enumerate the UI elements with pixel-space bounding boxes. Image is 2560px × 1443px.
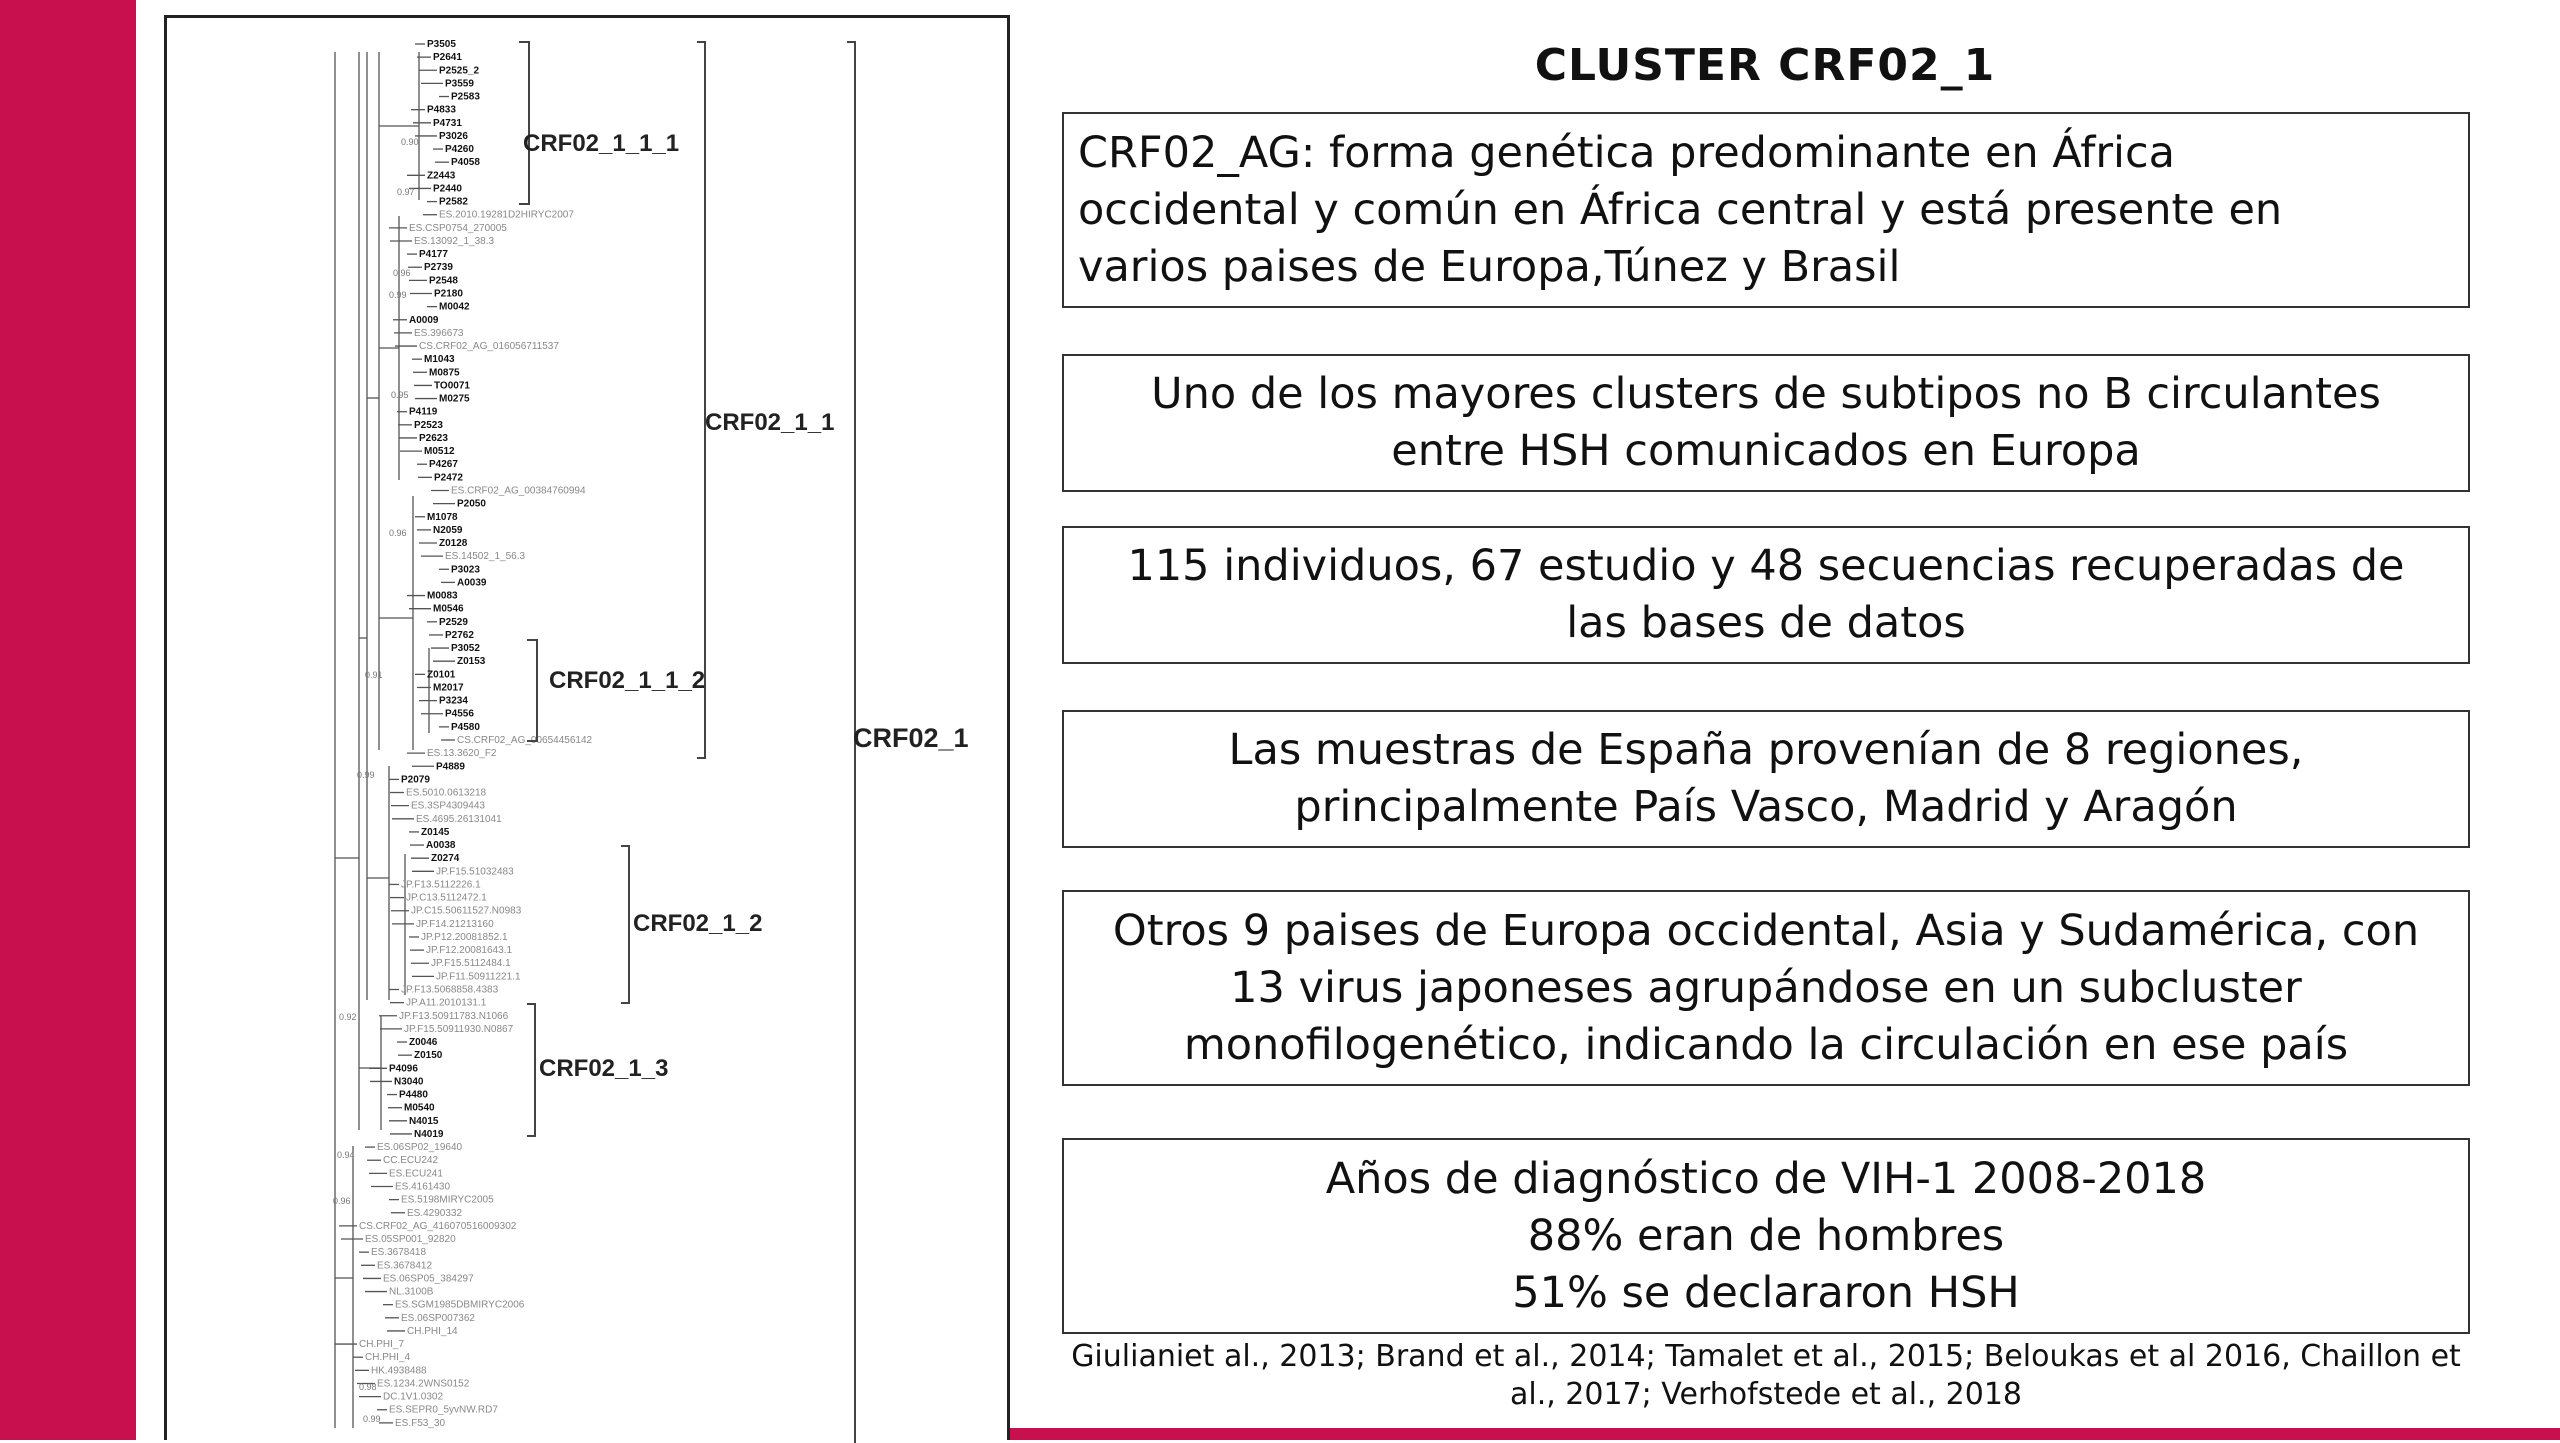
tree-leaf-label: Z0046	[409, 1037, 438, 1049]
tree-leaf-label: ES.ECU241	[389, 1168, 443, 1180]
clade-label-crf02-1-1: CRF02_1_1	[705, 409, 835, 436]
tree-leaf-label: P3559	[445, 78, 474, 90]
support-value: 0.96	[389, 528, 407, 538]
tree-leaf-label: A0009	[409, 314, 439, 326]
bottom-accent-bar	[1010, 1428, 2560, 1440]
tree-leaf-label: M1043	[424, 354, 455, 366]
support-value: 0.99	[357, 770, 375, 780]
tree-leaf-label: JP.P12.20081852.1	[421, 931, 508, 943]
tree-leaf-label: P4058	[451, 157, 480, 169]
tree-leaf-label: P2440	[433, 183, 462, 195]
box-line: Uno de los mayores clusters de subtipos no B circulantes	[1151, 369, 2381, 419]
tree-leaf-label: M2017	[433, 682, 464, 694]
tree-leaf-label: ES.CSP0754_270005	[409, 222, 507, 234]
tree-leaf-label: ES.5198MIRYC2005	[401, 1194, 494, 1206]
tree-leaf-label: JP.F15.51032483	[436, 866, 514, 878]
tree-leaf-label: P4480	[399, 1089, 428, 1101]
tree-leaf-label: P3052	[451, 643, 480, 655]
tree-leaf-label: ES.4290332	[407, 1207, 463, 1219]
tree-leaf-label: M0540	[404, 1102, 435, 1114]
citation-line: al., 2017; Verhofstede et al., 2018	[1509, 1377, 2023, 1412]
tree-leaf-label: ES.13092_1_38.3	[414, 235, 495, 247]
tree-leaf-label: P2523	[414, 419, 443, 431]
tree-leaf-label: P4833	[427, 104, 456, 116]
tree-leaf-label: JP.C15.50611527.N0983	[411, 905, 522, 917]
tree-leaf-label: P2525_2	[439, 65, 480, 77]
tree-leaf-label: P4177	[419, 249, 448, 261]
tree-leaf-label: ES.14502_1_56.3	[445, 551, 526, 563]
tree-leaf-label: P3505	[427, 39, 456, 50]
box-line: 88% eran de hombres	[1527, 1210, 2005, 1261]
tree-leaf-label: P3026	[439, 130, 468, 142]
box-line: Años de diagnóstico de VIH-1 2008-2018	[1325, 1153, 2207, 1204]
box-line: entre HSH comunicados en Europa	[1391, 426, 2141, 476]
box-line: principalmente País Vasco, Madrid y Aragón	[1294, 782, 2238, 832]
tree-leaf-label: P3023	[451, 564, 480, 576]
tree-leaf-label: JP.C13.5112472.1	[406, 892, 487, 904]
tree-leaf-label: ES.3SP4309443	[411, 800, 485, 812]
tree-leaf-label: JP.F15.50911930.N0867	[404, 1023, 514, 1035]
tree-leaf-label: N3040	[394, 1076, 424, 1088]
tree-leaf-label: ES.SEPR0_5yvNW.RD7	[389, 1404, 498, 1416]
tree-leaf-label: P4267	[429, 459, 458, 471]
tree-leaf-label: Z2443	[427, 170, 456, 182]
tree-leaf-label: P2472	[434, 472, 463, 484]
tree-leaf-label: HK.4938488	[371, 1365, 427, 1377]
clade-label-crf02-1-3: CRF02_1_3	[539, 1055, 669, 1082]
tree-leaf-label: ES.05SP001_92820	[365, 1234, 456, 1246]
tree-leaf-label: Z0101	[427, 669, 456, 681]
tree-leaf-label: ES.06SP007362	[401, 1312, 475, 1324]
clade-label-crf02-1: CRF02_1	[853, 723, 969, 753]
support-value: 0.99	[363, 1414, 381, 1424]
support-value: 0.91	[365, 670, 383, 680]
tree-leaf-label: JP.F12.20081643.1	[426, 945, 513, 957]
phylogenetic-tree	[167, 18, 1013, 1443]
tree-leaf-label: ES.1234.2WNS0152	[377, 1378, 470, 1390]
support-value: 0.98	[359, 1382, 377, 1392]
info-box-paises	[1062, 890, 2470, 1086]
tree-leaf-label: Z0274	[431, 853, 460, 865]
support-value: 0.99	[389, 290, 407, 300]
box-line: CRF02_AG: forma genética predominante en África	[1078, 127, 2175, 178]
tree-leaf-label: CH.PHI_14	[407, 1325, 458, 1337]
info-box-crf02-ag	[1062, 112, 2470, 308]
clade-label-crf02-1-1-1: CRF02_1_1_1	[523, 130, 680, 157]
tree-leaf-label: ES.13.3620_F2	[427, 748, 497, 760]
tree-leaf-label: NL.3100B	[389, 1286, 434, 1298]
tree-leaf-label: P4556	[445, 708, 474, 720]
box-line: Otros 9 paises de Europa occidental, Asia y Sudamérica, con	[1112, 905, 2420, 956]
tree-leaf-label: P4731	[433, 117, 462, 129]
box-line: varios paises de Europa,Túnez y Brasil	[1078, 241, 1901, 292]
tree-leaf-label: P4260	[445, 144, 474, 156]
tree-leaf-label: P2529	[439, 616, 468, 628]
tree-leaf-label: CS.CRF02_AG_416070516009302	[359, 1220, 517, 1232]
tree-leaf-label: M1078	[427, 511, 458, 523]
tree-leaf-label: Z0145	[421, 826, 450, 838]
tree-leaf-label: P2623	[419, 432, 448, 444]
tree-leaf-label: ES.06SP02_19640	[377, 1142, 463, 1154]
tree-leaf-label: P2762	[445, 629, 474, 641]
citation	[1062, 1338, 2470, 1414]
tree-leaf-label: ES.3678418	[371, 1247, 427, 1259]
tree-leaf-label: M0042	[439, 301, 470, 313]
tree-leaf-label: ES.4161430	[395, 1181, 451, 1193]
tree-leaf-label: CS.CRF02_AG_00654456142	[457, 735, 593, 746]
tree-leaf-label: Z0128	[439, 538, 468, 550]
tree-leaf-label: ES.SGM1985DBMIRYC2006	[395, 1299, 525, 1311]
tree-leaf-label: JP.F13.5112226.1	[401, 879, 481, 891]
tree-leaf-label: P4889	[436, 761, 465, 773]
info-box-clusters	[1062, 354, 2470, 492]
tree-leaf-label: JP.F11.50911221.1	[436, 971, 521, 983]
tree-leaf-label: N4019	[414, 1128, 444, 1140]
support-value: 0.96	[393, 268, 411, 278]
tree-leaf-label: A0038	[426, 840, 456, 852]
tree-leaf-label: ES.F53_30	[395, 1417, 446, 1429]
box-line: 115 individuos, 67 estudio y 48 secuencias recuperadas de	[1127, 541, 2405, 591]
tree-leaf-label: N4015	[409, 1115, 439, 1127]
tree-leaf-label: CH.PHI_4	[365, 1352, 411, 1364]
tree-leaf-label: P3234	[439, 695, 468, 707]
tree-leaf-label: M0875	[429, 367, 460, 379]
tree-leaf-label: P4580	[451, 721, 480, 733]
tree-leaf-label: P2050	[457, 498, 486, 510]
tree-leaf-label: ES.396673	[414, 327, 464, 339]
clade-label-crf02-1-2: CRF02_1_2	[633, 910, 763, 937]
tree-leaf-label: P2739	[424, 262, 453, 274]
tree-leaf-label: P2583	[451, 91, 480, 103]
tree-leaf-label: P2079	[401, 774, 430, 786]
tree-leaf-label: P2582	[439, 196, 468, 208]
citation-line: Giulianiet al., 2013; Brand et al., 2014; Tamalet et al., 2015; Beloukas et al 2016, Chaillon et	[1071, 1339, 2461, 1374]
tree-leaf-label: M0546	[433, 603, 464, 615]
info-box-espana	[1062, 710, 2470, 848]
slide-title: CLUSTER CRF02_1	[1534, 40, 1996, 91]
support-value: 0.96	[333, 1196, 351, 1206]
box-line: 13 virus japoneses agrupándose en un subcluster	[1230, 962, 2302, 1013]
tree-leaf-label: M0512	[424, 446, 455, 458]
box-line: 51% se declararon HSH	[1512, 1267, 2020, 1318]
box-line: las bases de datos	[1566, 598, 1966, 648]
tree-leaf-label: TO0071	[434, 380, 470, 392]
phylogenetic-tree-figure	[164, 15, 1010, 1440]
support-value: 0.97	[397, 187, 415, 197]
support-value: 0.90	[401, 137, 419, 147]
tree-leaf-label: ES.4695.26131041	[416, 813, 502, 825]
tree-leaf-label: P2548	[429, 275, 458, 287]
tree-leaf-label: CH.PHI_7	[359, 1339, 405, 1351]
tree-leaf-label: P4096	[389, 1063, 418, 1075]
tree-leaf-label: DC.1V1.0302	[383, 1391, 444, 1403]
tree-leaf-label: CS.CRF02_AG_016056711537	[419, 341, 559, 353]
box-line: Las muestras de España provenían de 8 regiones,	[1228, 725, 2304, 775]
info-box-diagnostico	[1062, 1138, 2470, 1334]
box-line: occidental y común en África central y está presente en	[1078, 184, 2283, 235]
support-value: 0.94	[337, 1150, 355, 1160]
tree-leaf-label: JP.F13.5068858.4383	[401, 984, 499, 996]
clade-label-crf02-1-1-2: CRF02_1_1_2	[549, 667, 706, 694]
tree-leaf-label: JP.F14.21213160	[416, 918, 494, 930]
tree-leaf-label: A0039	[457, 577, 487, 589]
tree-leaf-label: P4119	[409, 406, 438, 418]
tree-leaf-label: ES.06SP05_384297	[383, 1273, 474, 1285]
tree-leaf-label: ES.3678412	[377, 1260, 433, 1272]
tree-leaf-label: ES.5010.0613218	[406, 787, 487, 799]
tree-leaf-label: JP.F13.50911783.N1066	[399, 1010, 509, 1022]
support-value: 0.92	[339, 1012, 357, 1022]
support-value: 0.95	[391, 390, 409, 400]
tree-leaf-label: ES.CRF02_AG_00384760994	[451, 485, 586, 497]
tree-leaf-label: CC.ECU242	[383, 1155, 439, 1167]
info-box-individuos	[1062, 526, 2470, 664]
tree-leaf-label: P2180	[434, 288, 463, 300]
tree-leaf-label: M0275	[439, 393, 470, 405]
box-line: monofilogenético, indicando la circulación en ese país	[1183, 1019, 2349, 1070]
tree-leaf-label: Z0153	[457, 656, 486, 668]
tree-leaf-label: JP.A11.2010131.1	[406, 997, 487, 1009]
tree-leaf-label: JP.F15.5112484.1	[431, 958, 511, 970]
tree-leaf-label: P2641	[433, 52, 462, 64]
left-accent-bar	[0, 0, 136, 1440]
tree-leaf-label: N2059	[433, 524, 463, 536]
tree-leaf-label: Z0150	[414, 1050, 443, 1062]
tree-leaf-label: ES.2010.19281D2HIRYC2007	[439, 209, 574, 221]
tree-leaf-label: M0083	[427, 590, 458, 602]
